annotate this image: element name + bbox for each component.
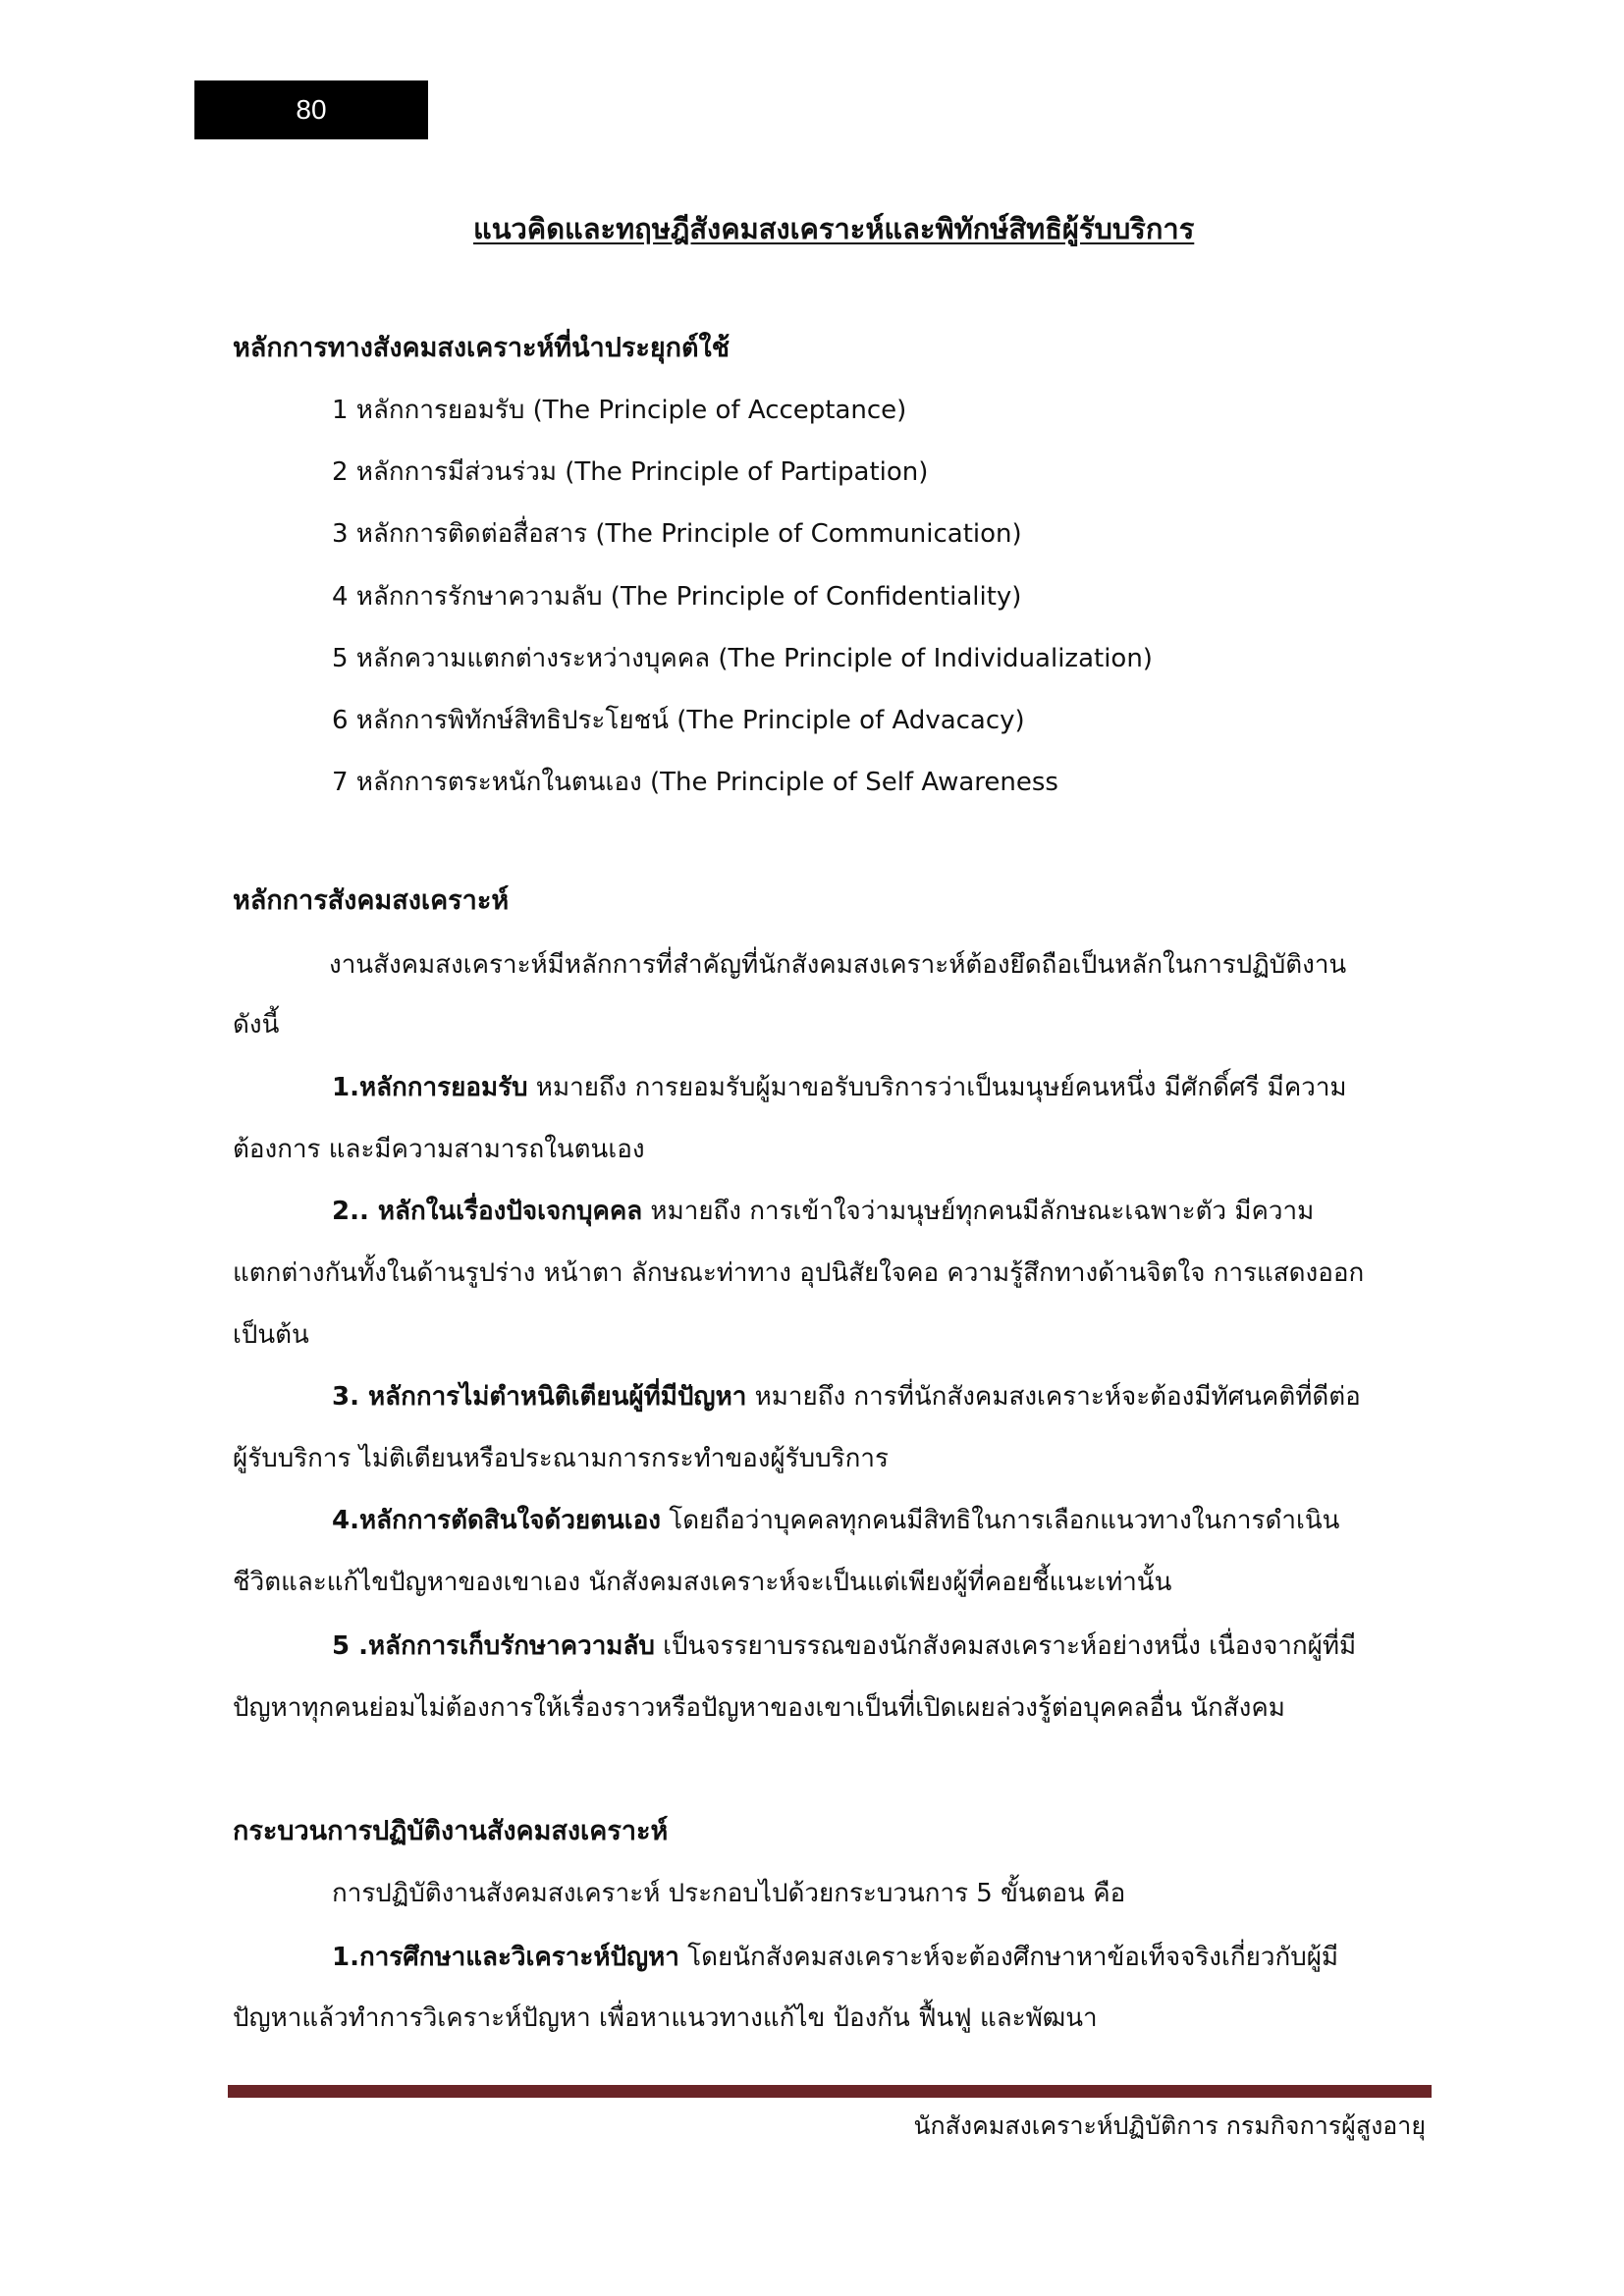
principle-label: 3. หลักการไม่ตำหนิติเตียนผู้ที่มีปัญหา xyxy=(332,1382,747,1412)
principle-3 xyxy=(332,1380,1361,1414)
principle-5 xyxy=(332,1629,1356,1663)
footer-rule xyxy=(228,2085,1432,2098)
principle-1 xyxy=(332,1071,1347,1104)
principle-label: 4.หลักการตัดสินใจด้วยตนเอง xyxy=(332,1506,662,1535)
page-number: 80 xyxy=(296,94,327,125)
section-heading-social-work-principles: หลักการสังคมสงเคราะห์ xyxy=(233,885,510,916)
principle-label: 5 .หลักการเก็บรักษาความลับ xyxy=(332,1631,655,1661)
paragraph-line: การปฏิบัติงานสังคมสงเคราะห์ ประกอบไปด้วยกระบวนการ 5 ขั้นตอน คือ xyxy=(332,1879,1126,1908)
paragraph-line: ดังนี้ xyxy=(233,1010,280,1040)
step-text: โดยนักสังคมสงเคราะห์จะต้องศึกษาหาข้อเท็จจริงเกี่ยวกับผู้มี xyxy=(678,1943,1339,1972)
principle-2 xyxy=(332,1195,1314,1228)
paragraph-line: แตกต่างกันทั้งในด้านรูปร่าง หน้าตา ลักษณะท่าทาง อุปนิสัยใจคอ ความรู้สึกทางด้านจิตใจ การแสดงออก xyxy=(233,1258,1365,1288)
list-item: 1 หลักการยอมรับ (The Principle of Acceptance) xyxy=(332,396,907,425)
list-item: 5 หลักความแตกต่างระหว่างบุคคล (The Principle of Individualization) xyxy=(332,644,1153,673)
section-heading-process: กระบวนการปฏิบัติงานสังคมสงเคราะห์ xyxy=(233,1816,669,1846)
paragraph-line: ปัญหาแล้วทำการวิเคราะห์ปัญหา เพื่อหาแนวทางแก้ไข ป้องกัน ฟื้นฟู และพัฒนา xyxy=(233,2003,1098,2033)
list-item: 6 หลักการพิทักษ์สิทธิประโยชน์ (The Principle of Advacacy) xyxy=(332,706,1025,735)
list-item: 4 หลักการรักษาความลับ (The Principle of Confidentiality) xyxy=(332,582,1022,612)
footer-text: นักสังคมสงเคราะห์ปฏิบัติการ กรมกิจการผู้สูงอายุ xyxy=(913,2111,1426,2140)
principle-text: เป็นจรรยาบรรณของนักสังคมสงเคราะห์อย่างหนึ่ง เนื่องจากผู้ที่มี xyxy=(654,1631,1357,1661)
paragraph-line: ชีวิตและแก้ไขปัญหาของเขาเอง นักสังคมสงเคราะห์จะเป็นแต่เพียงผู้ที่คอยชี้แนะเท่านั้น xyxy=(233,1568,1172,1597)
list-item: 2 หลักการมีส่วนร่วม (The Principle of Partipation) xyxy=(332,457,929,487)
document-title: แนวคิดและทฤษฎีสังคมสงเคราะห์และพิทักษ์สิทธิผู้รับบริการ xyxy=(473,212,1195,245)
list-item: 3 หลักการติดต่อสื่อสาร (The Principle of Communication) xyxy=(332,519,1022,549)
principle-4 xyxy=(332,1504,1339,1537)
principle-text: หมายถึง การเข้าใจว่ามนุษย์ทุกคนมีลักษณะเฉพาะตัว มีความ xyxy=(642,1197,1315,1226)
paragraph-line: ต้องการ และมีความสามารถในตนเอง xyxy=(233,1135,645,1164)
paragraph-line: ผู้รับบริการ ไม่ติเตียนหรือประณามการกระทำของผู้รับบริการ xyxy=(233,1444,889,1473)
principle-text: หมายถึง การยอมรับผู้มาขอรับบริการว่าเป็นมนุษย์คนหนึ่ง มีศักดิ์ศรี มีความ xyxy=(527,1073,1347,1102)
section-heading-applied-principles: หลักการทางสังคมสงเคราะห์ที่นำประยุกต์ใช้ xyxy=(233,333,731,363)
page-number-box xyxy=(194,80,428,139)
paragraph-line: เป็นต้น xyxy=(233,1320,309,1350)
principle-text: โดยถือว่าบุคคลทุกคนมีสิทธิในการเลือกแนวทางในการดำเนิน xyxy=(661,1506,1340,1535)
process-step-1 xyxy=(332,1941,1338,1974)
paragraph-line: งานสังคมสงเคราะห์มีหลักการที่สำคัญที่นักสังคมสงเคราะห์ต้องยึดถือเป็นหลักในการปฏิบัติงาน xyxy=(329,950,1347,980)
principle-text: หมายถึง การที่นักสังคมสงเคราะห์จะต้องมีทัศนคติที่ดีต่อ xyxy=(746,1382,1361,1412)
step-label: 1.การศึกษาและวิเคราะห์ปัญหา xyxy=(332,1943,679,1972)
principle-label: 1.หลักการยอมรับ xyxy=(332,1073,528,1102)
principle-label: 2.. หลักในเรื่องปัจเจกบุคคล xyxy=(332,1197,643,1226)
paragraph-line: ปัญหาทุกคนย่อมไม่ต้องการให้เรื่องราวหรือปัญหาของเขาเป็นที่เปิดเผยล่วงรู้ต่อบุคคลอื่น นักสังคม xyxy=(233,1693,1285,1723)
list-item: 7 หลักการตระหนักในตนเอง (The Principle of Self Awareness xyxy=(332,768,1058,797)
